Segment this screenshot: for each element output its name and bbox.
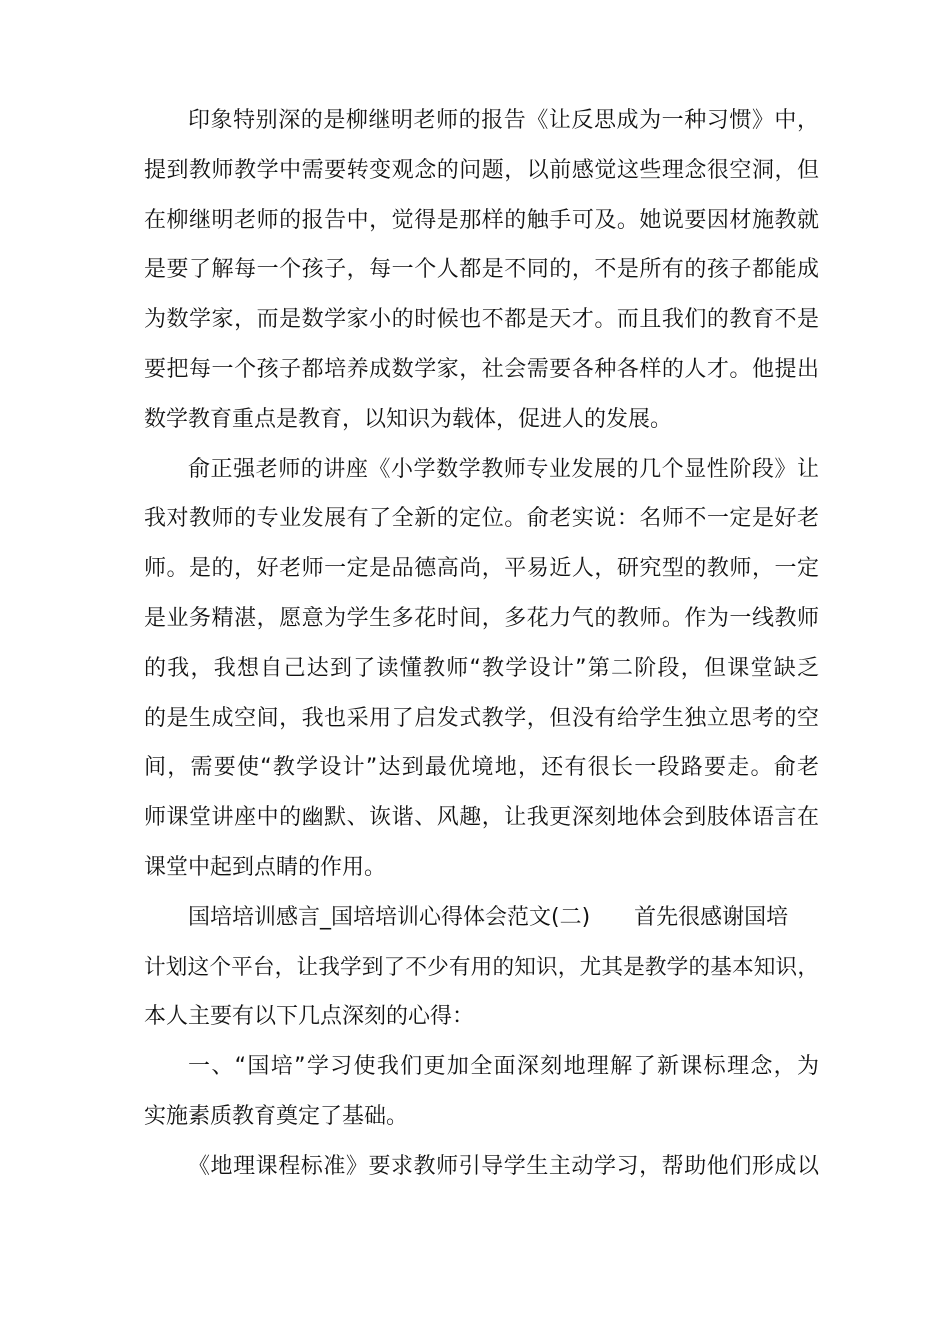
text-line: 提到教师教学中需要转变观念的问题，以前感觉这些理念很空洞，但 xyxy=(144,157,819,183)
body-text xyxy=(144,96,819,1192)
text-line: 是业务精湛，愿意为学生多花时间，多花力气的教师。作为一线教师 xyxy=(144,605,819,631)
text-line: 为数学家，而是数学家小的时候也不都是天才。而且我们的教育不是 xyxy=(144,307,819,333)
text-line: 的我，我想自己达到了读懂教师“教学设计”第二阶段，但课堂缺乏 xyxy=(144,655,819,681)
text-line: 俞正强老师的讲座《小学数学教师专业发展的几个显性阶段》让 xyxy=(188,456,819,482)
text-line: 我对教师的专业发展有了全新的定位。俞老实说：名师不一定是好老 xyxy=(144,506,819,532)
text-line: 国培培训感言_国培培训心得体会范文(二) 首先很感谢国培 xyxy=(188,904,789,930)
text-line: 印象特别深的是柳继明老师的报告《让反思成为一种习惯》中， xyxy=(188,108,819,133)
text-line: 师。是的，好老师一定是品德高尚，平易近人，研究型的教师，一定 xyxy=(144,556,819,582)
text-line: 《地理课程标准》要求教师引导学生主动学习，帮助他们形成以 xyxy=(188,1153,819,1179)
text-line: 计划这个平台，让我学到了不少有用的知识，尤其是教学的基本知识， xyxy=(144,954,819,980)
text-line: 间，需要使“教学设计”达到最优境地，还有很长一段路要走。俞老 xyxy=(144,755,819,781)
text-line: 是要了解每一个孩子，每一个人都是不同的，不是所有的孩子都能成 xyxy=(144,257,819,283)
text-line: 师课堂讲座中的幽默、诙谐、风趣，让我更深刻地体会到肢体语言在 xyxy=(144,805,819,831)
text-line: 在柳继明老师的报告中，觉得是那样的触手可及。她说要因材施教就 xyxy=(144,207,819,233)
text-line: 要把每一个孩子都培养成数学家，社会需要各种各样的人才。他提出 xyxy=(144,356,819,382)
text-line: 的是生成空间，我也采用了启发式教学，但没有给学生独立思考的空 xyxy=(144,705,819,731)
text-line: 课堂中起到点睛的作用。 xyxy=(144,854,387,880)
text-line: 一、“国培”学习使我们更加全面深刻地理解了新课标理念，为 xyxy=(188,1054,819,1080)
text-line: 数学教育重点是教育，以知识为载体，促进人的发展。 xyxy=(144,406,673,432)
text-line: 本人主要有以下几点深刻的心得： xyxy=(144,1004,475,1030)
text-line: 实施素质教育奠定了基础。 xyxy=(144,1103,409,1129)
